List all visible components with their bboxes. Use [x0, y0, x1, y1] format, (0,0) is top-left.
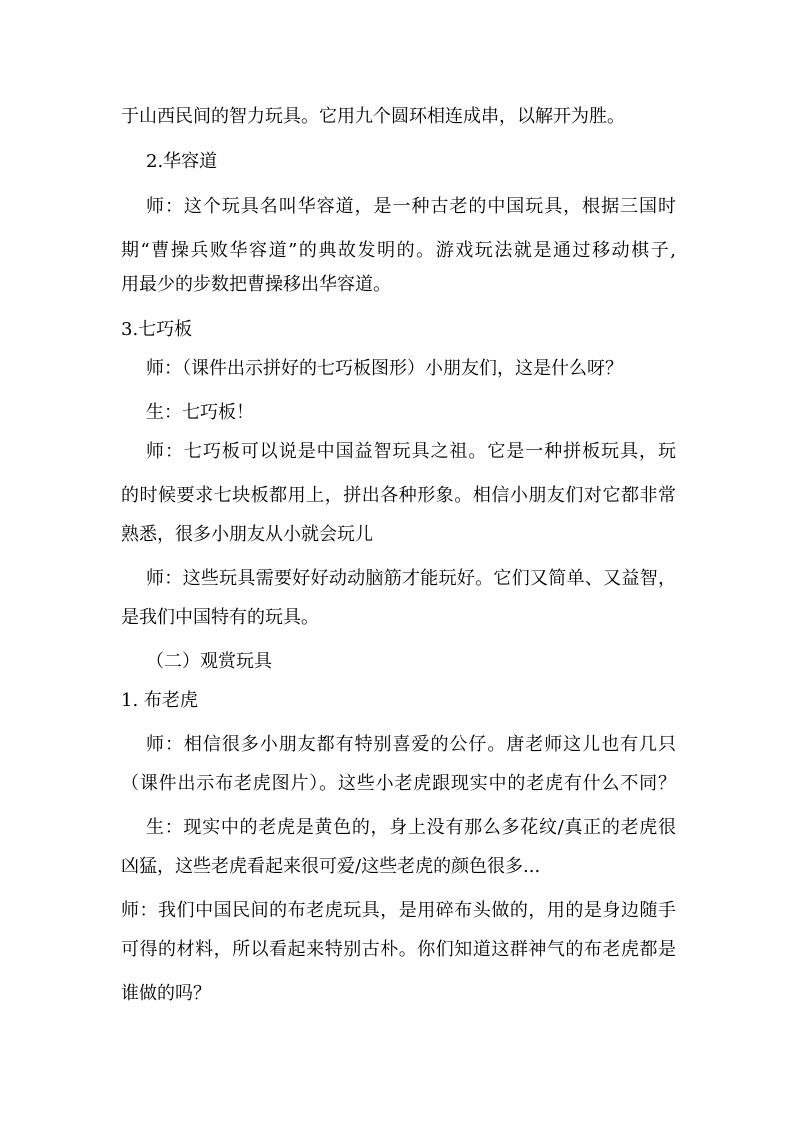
text-line: 用最少的步数把曹操移出华容道。	[121, 274, 391, 295]
text-line: 师：七巧板可以说是中国益智玩具之祖。它是一种拼板玩具，玩	[146, 441, 676, 462]
text-line: 师：相信很多小朋友都有特别喜爱的公仔。唐老师这儿也有几只	[146, 734, 676, 755]
text-line: 的时候要求七块板都用上，拼出各种形象。相信小朋友们对它都非常	[121, 485, 676, 506]
section-heading: 1. 布老虎	[121, 690, 198, 711]
section-heading: 2.华容道	[146, 151, 218, 172]
text-line: 师：（课件出示拼好的七巧板图形）小朋友们，这是什么呀？	[146, 358, 623, 379]
text-line: 期“曹操兵败华容道”的典故发明的。游戏玩法就是通过移动棋子,	[121, 240, 676, 261]
text-line: （课件出示布老虎图片）。这些小老虎跟现实中的老虎有什么不同？	[121, 773, 676, 794]
text-line: 师：我们中国民间的布老虎玩具，是用碎布头做的，用的是身边随手	[121, 900, 676, 921]
section-heading: 3.七巧板	[121, 319, 193, 340]
text-line: 凶猛，这些老虎看起来很可爱/这些老虎的颜色很多...	[121, 856, 541, 877]
text-line: 师：这些玩具需要好好动动脑筋才能玩好。它们又简单、又益智，	[146, 568, 676, 589]
text-line: 谁做的吗？	[121, 983, 211, 1004]
text-line: 师：这个玩具名叫华容道，是一种古老的中国玩具，根据三国时	[146, 196, 676, 217]
text-line: 于山西民间的智力玩具。它用九个圆环相连成串，以解开为胜。	[121, 106, 625, 127]
section-heading: （二）观赏玩具	[146, 651, 272, 672]
text-line: 生：现实中的老虎是黄色的，身上没有那么多花纹/真正的老虎很	[146, 817, 676, 838]
text-line: 是我们中国特有的玩具。	[121, 607, 319, 628]
text-line: 生：七巧板！	[146, 402, 254, 423]
text-line: 可得的材料，所以看起来特别古朴。你们知道这群神气的布老虎都是	[121, 939, 676, 960]
text-line: 熟悉，很多小朋友从小就会玩儿	[121, 524, 373, 545]
